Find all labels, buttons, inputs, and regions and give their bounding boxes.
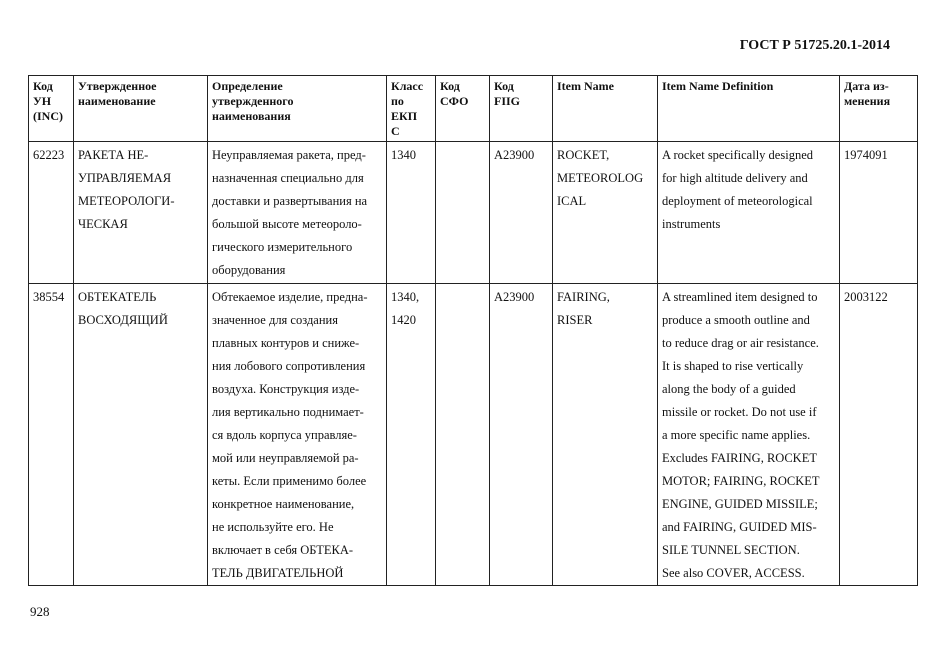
cell-text-line: A streamlined item designed to xyxy=(662,290,818,304)
cell-text-line: наименование xyxy=(78,94,156,108)
cell-text-line: deployment of meteorological xyxy=(662,194,813,208)
cell-text-line: ния лобового сопротивления xyxy=(212,359,366,373)
cell-text-line: лия вертикально поднимает- xyxy=(212,405,364,419)
cell-text-line: Обтекаемое изделие, предна- xyxy=(212,290,368,304)
cell-text-line: A23900 xyxy=(494,290,535,304)
cell-text-line: 2003122 xyxy=(844,290,888,304)
cell-approved-name-definition xyxy=(208,142,387,284)
cell-text-line: СФО xyxy=(440,94,469,108)
cell-approved-name xyxy=(74,284,208,586)
cell-text-line: назначенная специально для xyxy=(212,171,364,185)
cell-text-line: FAIRING, xyxy=(557,290,610,304)
cell-text-line: Item Name Definition xyxy=(662,79,774,93)
cell-text-line: плавных контуров и сниже- xyxy=(212,336,360,350)
cell-text-line: ЧЕСКАЯ xyxy=(78,217,128,231)
cell-text-line: ТЕЛЬ ДВИГАТЕЛЬНОЙ xyxy=(212,566,344,580)
cell-text-line: 1340, xyxy=(391,290,420,304)
cell-text-line: доставки и развертывания на xyxy=(212,194,368,208)
cell-change-date xyxy=(840,284,918,586)
cell-text-line: It is shaped to rise vertically xyxy=(662,359,804,373)
cell-text-line: Дата из- xyxy=(844,79,889,93)
cell-approved-name xyxy=(74,142,208,284)
cell-text-line: 38554 xyxy=(33,290,65,304)
cell-text-line: ся вдоль корпуса управляе- xyxy=(212,428,357,442)
cell-text-line: утвержденного xyxy=(212,94,294,108)
cell-text-line: produce a smooth outline and xyxy=(662,313,810,327)
cell-text-line: ЕКП xyxy=(391,109,418,123)
header-approved-name-definition xyxy=(208,76,387,142)
cell-text-line: Код xyxy=(440,79,460,93)
cell-text-line: 1974091 xyxy=(844,148,888,162)
cell-text-line: наименования xyxy=(212,109,291,123)
cell-text-line: большой высоте метеороло- xyxy=(212,217,362,231)
cell-text-line: Неуправляемая ракета, пред- xyxy=(212,148,366,162)
cell-text-line: 1340 xyxy=(391,148,416,162)
cell-inc-code xyxy=(29,142,74,284)
cell-text-line: ENGINE, GUIDED MISSILE; xyxy=(662,497,818,511)
header-inc-code xyxy=(29,76,74,142)
cell-text-line: A rocket specifically designed xyxy=(662,148,813,162)
header-sfo-code xyxy=(436,76,490,142)
cell-text-line: METEOROLOG xyxy=(557,171,644,185)
document-standard-number: ГОСТ Р 51725.20.1-2014 xyxy=(739,38,890,53)
cell-text-line: кеты. Если применимо более xyxy=(212,474,367,488)
cell-text-line: Утвержденное xyxy=(78,79,157,93)
cell-text-line: Класс xyxy=(391,79,424,93)
cell-text-line: не используйте его. Не xyxy=(212,520,334,534)
cell-sfo-code xyxy=(436,284,490,586)
cell-ekps-class xyxy=(387,284,436,586)
cell-text-line: мой или неуправляемой ра- xyxy=(212,451,359,465)
cell-text-line: воздуха. Конструкция изде- xyxy=(212,382,360,396)
cell-ekps-class xyxy=(387,142,436,284)
cell-text-line: SILE TUNNEL SECTION. xyxy=(662,543,800,557)
cell-text-line: РАКЕТА НЕ- xyxy=(78,148,149,162)
cell-text-line: RISER xyxy=(557,313,593,327)
cell-text-line: менения xyxy=(844,94,891,108)
cell-item-name xyxy=(553,284,658,586)
cell-text-line: along the body of a guided xyxy=(662,382,796,396)
cell-text-line: С xyxy=(391,124,400,138)
cell-text-line: конкретное наименование, xyxy=(212,497,355,511)
cell-text-line: FIIG xyxy=(494,94,521,108)
cell-text-line: ICAL xyxy=(557,194,587,208)
table-row xyxy=(29,284,918,586)
cell-text-line: MOTOR; FAIRING, ROCKET xyxy=(662,474,820,488)
cell-text-line: 1420 xyxy=(391,313,416,327)
cell-text-line: 62223 xyxy=(33,148,65,162)
cell-text-line: гического измерительного xyxy=(212,240,353,254)
cell-text-line: оборудования xyxy=(212,263,286,277)
cell-text-line: and FAIRING, GUIDED MIS- xyxy=(662,520,817,534)
cell-text-line: МЕТЕОРОЛОГИ- xyxy=(78,194,175,208)
page-number: 928 xyxy=(30,604,50,619)
cell-text-line: УН xyxy=(33,94,52,108)
cell-text-line: (INC) xyxy=(33,109,63,123)
cell-text-line: ОБТЕКАТЕЛЬ xyxy=(78,290,157,304)
header-approved-name xyxy=(74,76,208,142)
nomenclature-table xyxy=(28,75,918,586)
cell-text-line: Excludes FAIRING, ROCKET xyxy=(662,451,817,465)
cell-change-date xyxy=(840,142,918,284)
cell-text-line: значенное для создания xyxy=(212,313,338,327)
header-ekps-class xyxy=(387,76,436,142)
table-row xyxy=(29,142,918,284)
cell-fiig-code xyxy=(490,142,553,284)
cell-text-line: A23900 xyxy=(494,148,535,162)
header-fiig-code xyxy=(490,76,553,142)
cell-fiig-code xyxy=(490,284,553,586)
cell-text-line: Код xyxy=(33,79,53,93)
cell-text-line: Определение xyxy=(212,79,283,93)
cell-text-line: включает в себя ОБТЕКА- xyxy=(212,543,354,557)
cell-text-line: ROCKET, xyxy=(557,148,610,162)
cell-text-line: See also COVER, ACCESS. xyxy=(662,566,805,580)
cell-text-line: Код xyxy=(494,79,514,93)
cell-item-name xyxy=(553,142,658,284)
header-change-date xyxy=(840,76,918,142)
cell-sfo-code xyxy=(436,142,490,284)
cell-text-line: to reduce drag or air resistance. xyxy=(662,336,819,350)
cell-text-line: for high altitude delivery and xyxy=(662,171,808,185)
header-item-name xyxy=(553,76,658,142)
cell-text-line: Item Name xyxy=(557,79,614,93)
cell-inc-code xyxy=(29,284,74,586)
cell-text-line: ВОСХОДЯЩИЙ xyxy=(78,313,168,327)
cell-text-line: missile or rocket. Do not use if xyxy=(662,405,817,419)
cell-item-name-definition xyxy=(658,284,840,586)
cell-text-line: по xyxy=(391,94,404,108)
cell-text-line: a more specific name applies. xyxy=(662,428,811,442)
cell-approved-name-definition xyxy=(208,284,387,586)
header-item-name-definition xyxy=(658,76,840,142)
cell-text-line: УПРАВЛЯЕМАЯ xyxy=(78,171,172,185)
cell-text-line: instruments xyxy=(662,217,721,231)
cell-item-name-definition xyxy=(658,142,840,284)
table-header-row xyxy=(29,76,918,142)
